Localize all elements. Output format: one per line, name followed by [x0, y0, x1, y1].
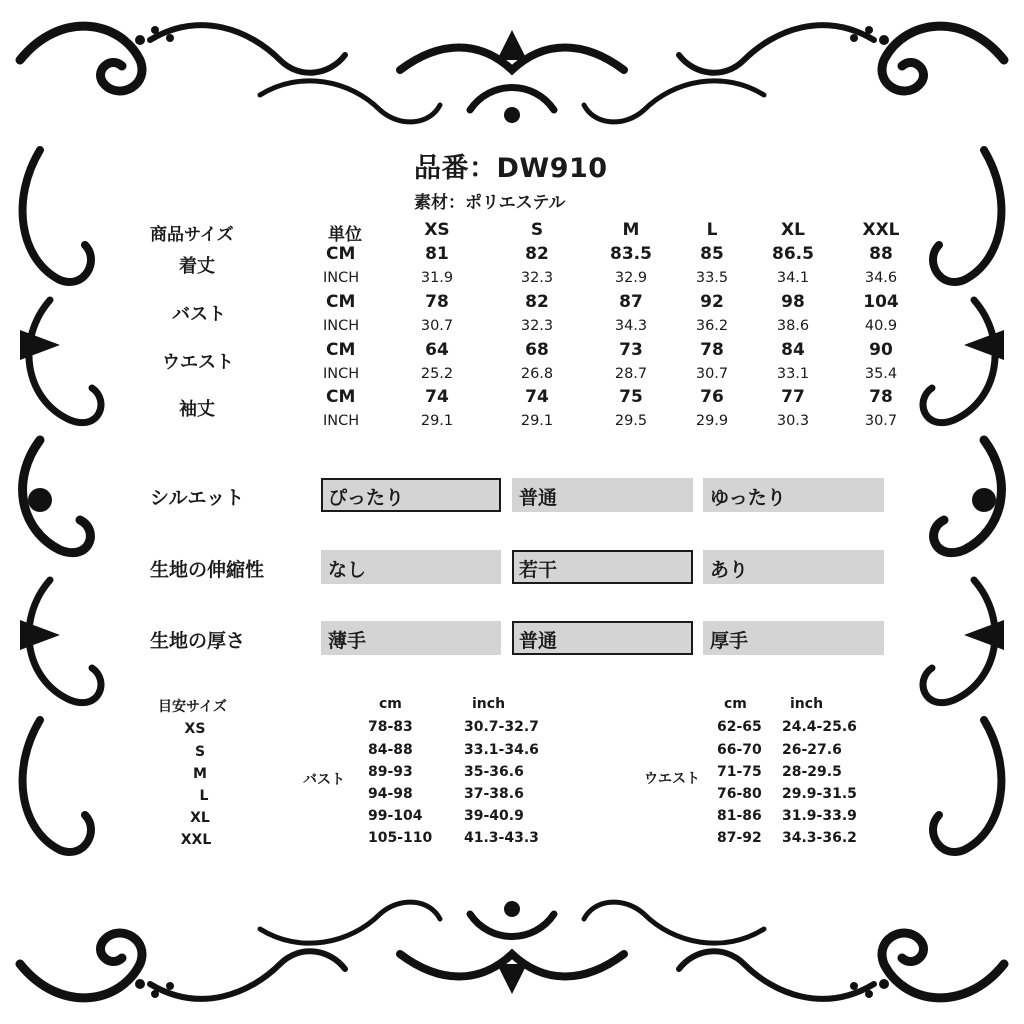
- scale-option-selected: 普通: [512, 621, 693, 655]
- scale-option: 普通: [512, 478, 693, 512]
- scale-option-selected: 若干: [512, 550, 693, 584]
- row-label: 袖丈: [179, 399, 215, 420]
- size-header-xxl: XXL: [862, 220, 900, 240]
- cm-value: 78: [700, 340, 724, 360]
- cm-value: 78: [425, 292, 449, 312]
- size-header-xs: XS: [424, 220, 450, 240]
- guide-size: L: [199, 788, 209, 804]
- cm-value: 82: [525, 292, 549, 312]
- inch-value: 30.7: [695, 366, 729, 382]
- cm-value: 74: [525, 387, 549, 407]
- waist-cm-header: cm: [724, 696, 747, 712]
- cm-value: 85: [700, 244, 724, 264]
- row-unit-cm: CM: [326, 244, 356, 264]
- scale-option-selected: ぴったり: [321, 478, 501, 512]
- row-label: バスト: [172, 304, 226, 325]
- product-code-title: 品番：DW910: [414, 153, 608, 184]
- cm-value: 81: [425, 244, 449, 264]
- bust-guide-label: バスト: [303, 772, 345, 788]
- cm-value: 90: [869, 340, 893, 360]
- waist-inch-range: 34.3-36.2: [782, 830, 857, 846]
- scale-label: シルエット: [150, 487, 245, 509]
- scale-label: 生地の伸縮性: [150, 559, 265, 581]
- inch-value: 32.3: [520, 318, 554, 334]
- bust-cm-range: 84-88: [368, 742, 413, 758]
- guide-size: XXL: [180, 832, 212, 848]
- guide-size: XS: [184, 721, 206, 737]
- material-label: 素材：ポリエステル: [414, 193, 566, 213]
- inch-value: 29.9: [695, 413, 729, 429]
- cm-value: 78: [869, 387, 893, 407]
- cm-value: 104: [863, 292, 899, 312]
- size-header-s: S: [530, 220, 544, 240]
- inch-value: 25.2: [420, 366, 454, 382]
- bust-inch-range: 39-40.9: [464, 808, 524, 824]
- cm-value: 73: [619, 340, 643, 360]
- waist-cm-range: 71-75: [717, 764, 762, 780]
- inch-value: 38.6: [776, 318, 810, 334]
- inch-value: 29.1: [520, 413, 554, 429]
- size-table-label-header: 商品サイズ: [150, 225, 234, 245]
- cm-value: 86.5: [772, 244, 814, 264]
- size-header-xl: XL: [781, 220, 805, 240]
- bust-inch-header: inch: [472, 696, 506, 712]
- inch-value: 26.8: [520, 366, 554, 382]
- cm-value: 68: [525, 340, 549, 360]
- bust-inch-range: 33.1-34.6: [464, 742, 539, 758]
- scale-option: ゆったり: [703, 478, 884, 512]
- cm-value: 77: [781, 387, 805, 407]
- waist-inch-range: 29.9-31.5: [782, 786, 857, 802]
- waist-cm-range: 81-86: [717, 808, 762, 824]
- scale-option: 薄手: [321, 621, 501, 655]
- row-label: 着丈: [179, 256, 215, 277]
- bust-inch-range: 30.7-32.7: [464, 719, 539, 735]
- row-unit-cm: CM: [326, 387, 356, 407]
- row-unit-cm: CM: [326, 340, 356, 360]
- scale-option: あり: [703, 550, 884, 584]
- cm-value: 82: [525, 244, 549, 264]
- inch-value: 34.6: [864, 270, 898, 286]
- inch-value: 31.9: [420, 270, 454, 286]
- scale-option: 厚手: [703, 621, 884, 655]
- bust-inch-range: 41.3-43.3: [464, 830, 539, 846]
- cm-value: 88: [869, 244, 893, 264]
- size-header-m: M: [622, 220, 640, 240]
- inch-value: 33.5: [695, 270, 729, 286]
- row-unit-inch: INCH: [323, 318, 360, 334]
- row-unit-inch: INCH: [323, 270, 360, 286]
- inch-value: 28.7: [614, 366, 648, 382]
- waist-cm-range: 76-80: [717, 786, 762, 802]
- scale-label: 生地の厚さ: [150, 630, 246, 652]
- inch-value: 34.1: [776, 270, 810, 286]
- waist-inch-range: 28-29.5: [782, 764, 842, 780]
- inch-value: 34.3: [614, 318, 648, 334]
- guide-size: S: [194, 744, 206, 760]
- bust-cm-range: 89-93: [368, 764, 413, 780]
- cm-value: 64: [425, 340, 449, 360]
- cm-value: 83.5: [610, 244, 652, 264]
- cm-value: 87: [619, 292, 643, 312]
- inch-value: 35.4: [864, 366, 898, 382]
- inch-value: 30.7: [864, 413, 898, 429]
- waist-inch-header: inch: [790, 696, 824, 712]
- guide-title: 目安サイズ: [158, 699, 227, 715]
- guide-size: M: [193, 766, 207, 782]
- waist-cm-range: 66-70: [717, 742, 762, 758]
- inch-value: 32.3: [520, 270, 554, 286]
- cm-value: 76: [700, 387, 724, 407]
- inch-value: 40.9: [864, 318, 898, 334]
- cm-value: 98: [781, 292, 805, 312]
- inch-value: 36.2: [695, 318, 729, 334]
- inch-value: 33.1: [776, 366, 810, 382]
- cm-value: 84: [781, 340, 805, 360]
- size-table-unit-header: 単位: [328, 225, 362, 245]
- bust-cm-range: 105-110: [368, 830, 433, 846]
- waist-guide-label: ウエスト: [644, 771, 700, 787]
- scale-option: なし: [321, 550, 501, 584]
- inch-value: 29.1: [420, 413, 454, 429]
- waist-cm-range: 62-65: [717, 719, 762, 735]
- waist-inch-range: 31.9-33.9: [782, 808, 857, 824]
- inch-value: 30.3: [776, 413, 810, 429]
- inch-value: 30.7: [420, 318, 454, 334]
- waist-inch-range: 24.4-25.6: [782, 719, 857, 735]
- waist-inch-range: 26-27.6: [782, 742, 842, 758]
- row-unit-inch: INCH: [323, 366, 360, 382]
- inch-value: 32.9: [614, 270, 648, 286]
- inch-value: 29.5: [614, 413, 648, 429]
- guide-size: XL: [190, 810, 210, 826]
- cm-value: 74: [425, 387, 449, 407]
- cm-value: 75: [619, 387, 643, 407]
- cm-value: 92: [700, 292, 724, 312]
- row-label: ウエスト: [162, 352, 234, 373]
- bust-cm-range: 78-83: [368, 719, 413, 735]
- bust-inch-range: 35-36.6: [464, 764, 524, 780]
- bust-inch-range: 37-38.6: [464, 786, 524, 802]
- waist-cm-range: 87-92: [717, 830, 762, 846]
- bust-cm-header: cm: [379, 696, 402, 712]
- bust-cm-range: 99-104: [368, 808, 423, 824]
- bust-cm-range: 94-98: [368, 786, 413, 802]
- size-header-l: L: [706, 220, 718, 240]
- row-unit-cm: CM: [326, 292, 356, 312]
- row-unit-inch: INCH: [323, 413, 360, 429]
